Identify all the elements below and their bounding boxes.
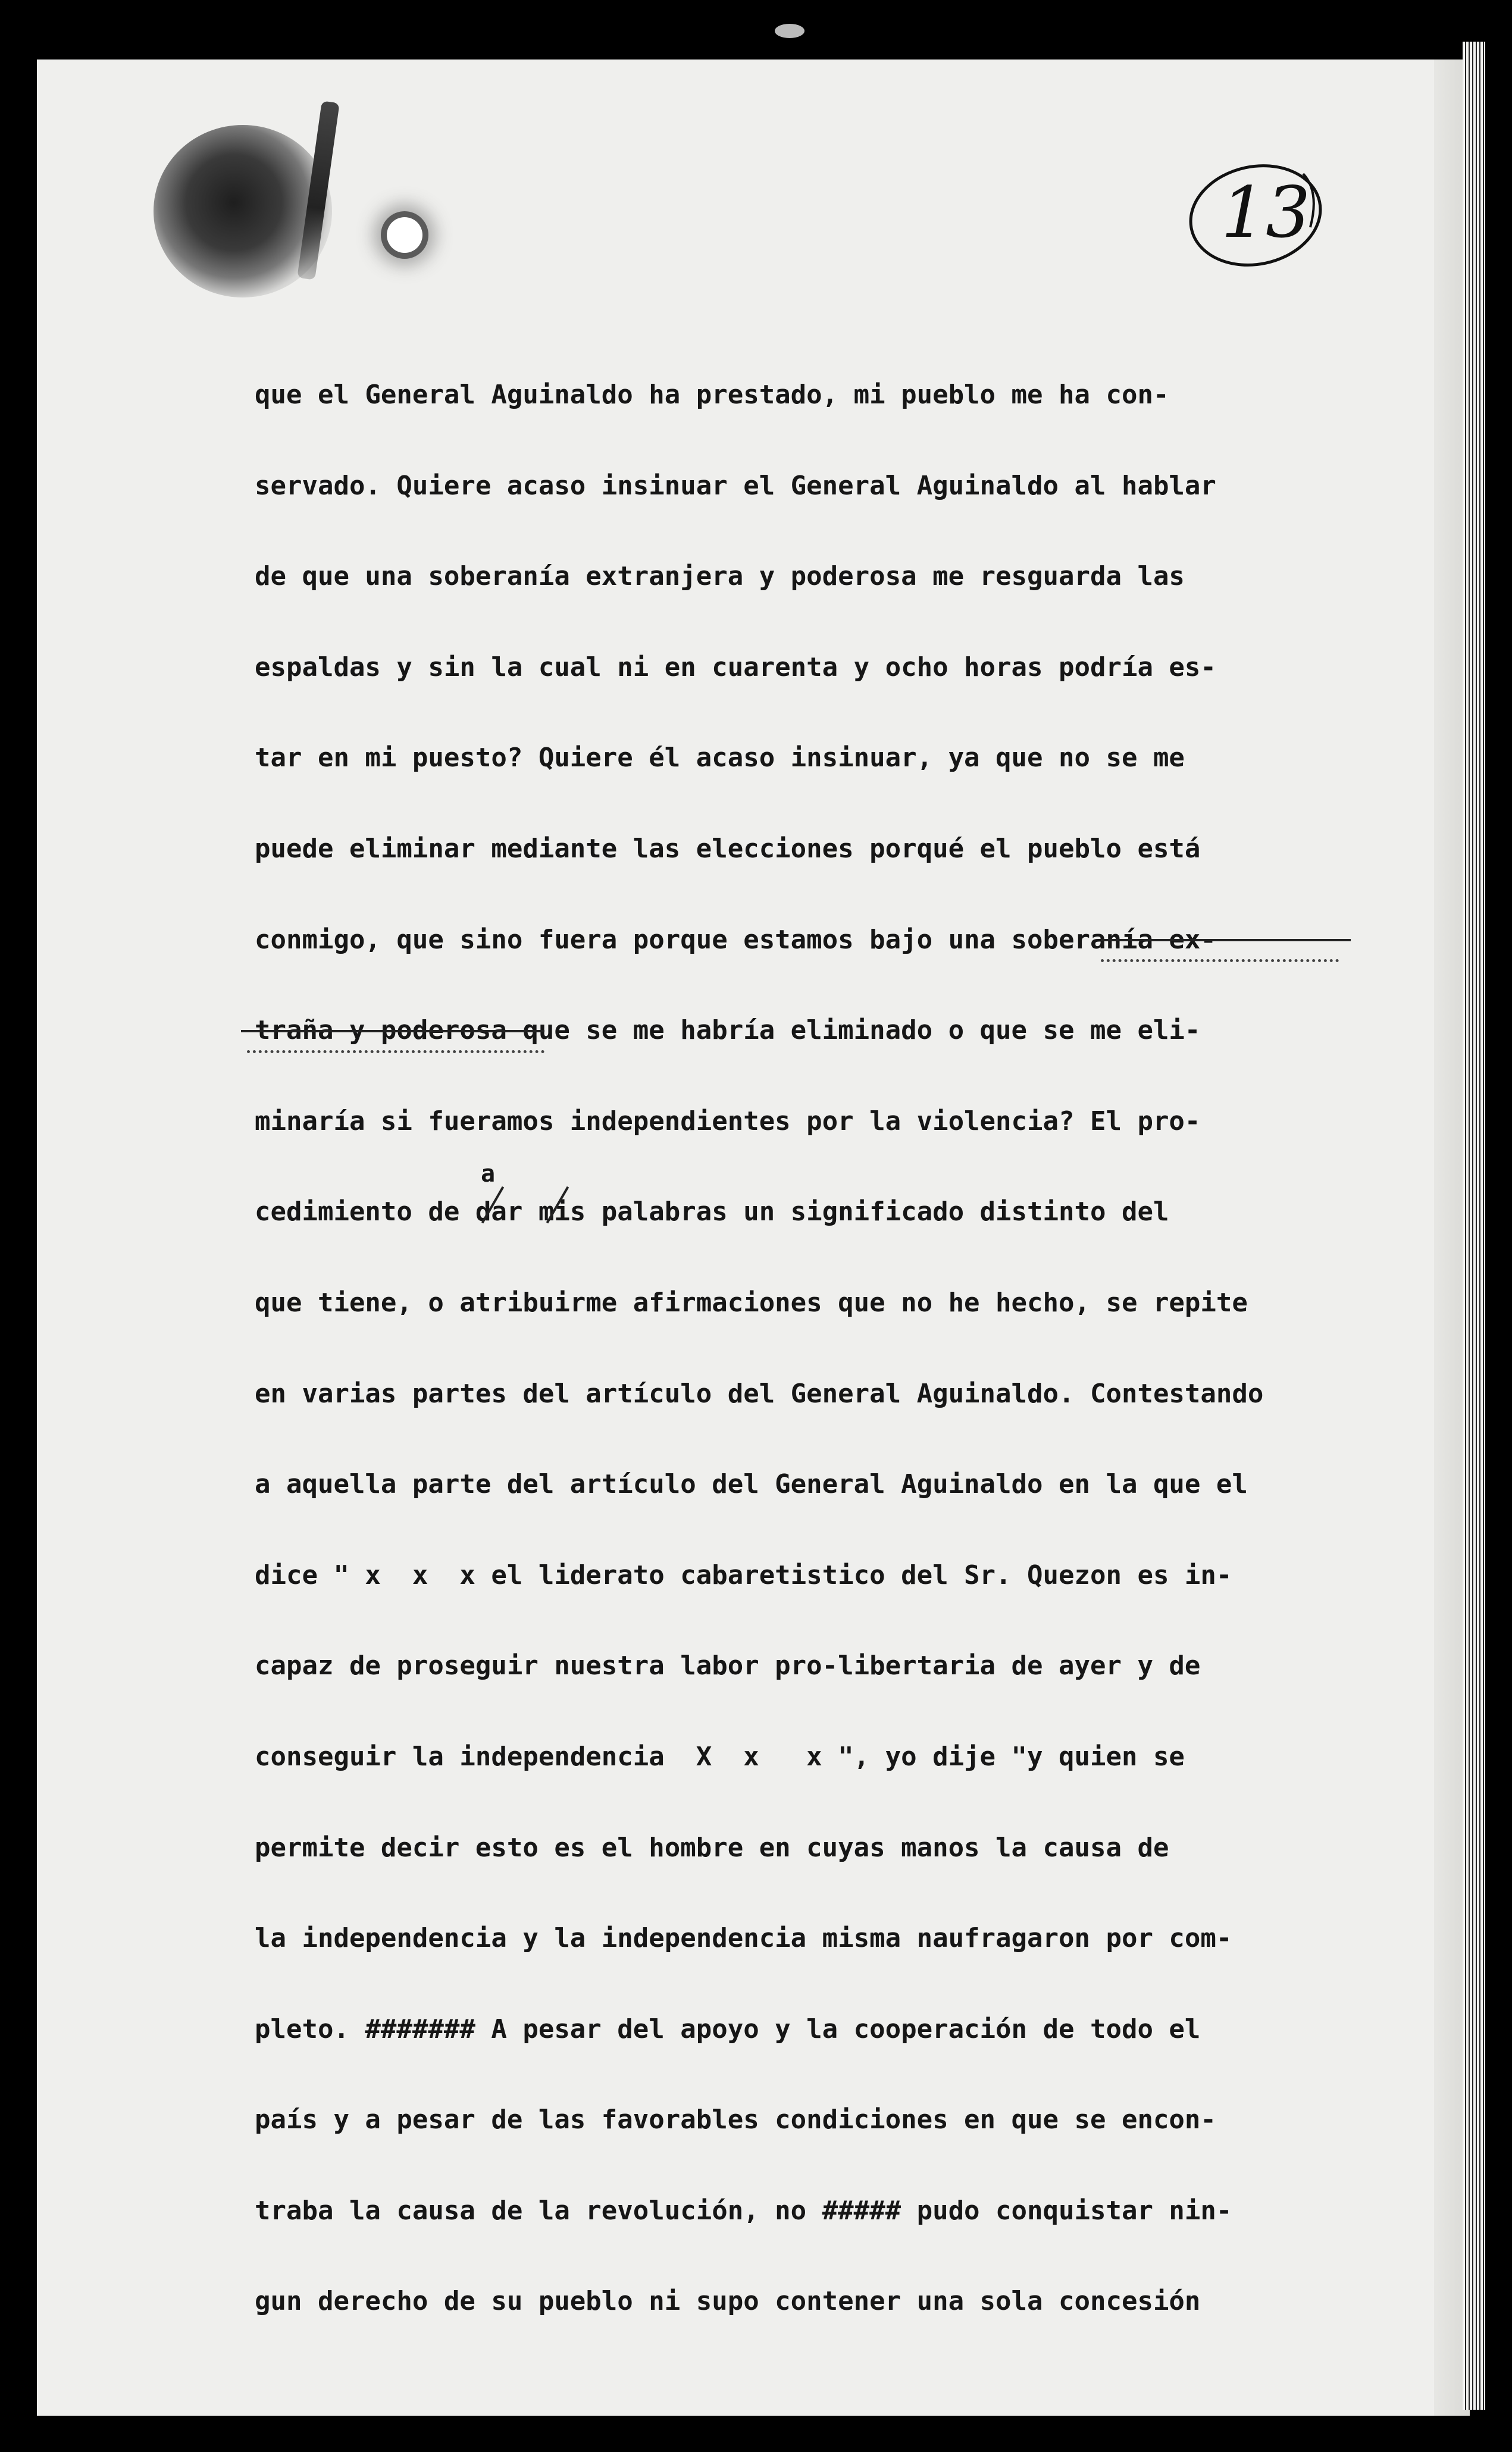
text-line-8: traña y poderosa que se me habría eliminado o que se me eli-: [255, 1015, 1201, 1046]
text-line-9: minaría si fueramos independientes por la violencia? El pro-: [255, 1106, 1201, 1136]
text-line-12: en varias partes del artículo del General Aguinaldo. Contestando: [255, 1378, 1264, 1409]
text-line-4: espaldas y sin la cual ni en cuarenta y ocho horas podría es-: [255, 652, 1216, 682]
text-line-16: conseguir la independencia X x x ", yo dije "y quien se: [255, 1741, 1185, 1772]
text-line-17: permite decir esto es el hombre en cuyas manos la causa de: [255, 1832, 1169, 1863]
interlinear-insert: a: [481, 1160, 496, 1188]
folio-number-text: 13: [1221, 171, 1311, 253]
text-line-20: país y a pesar de las favorables condiciones en que se encon-: [255, 2105, 1216, 2135]
paper-hole: [387, 217, 422, 253]
underline-soberania: [1101, 939, 1351, 941]
text-line-14: dice " x x x el liderato cabaretistico del Sr. Quezon es in-: [255, 1559, 1232, 1590]
text-line-7: conmigo, que sino fuera porque estamos bajo una soberanía ex-: [255, 924, 1216, 955]
text-line-11: que tiene, o atribuirme afirmaciones que no he hecho, se repite: [255, 1287, 1248, 1318]
folio-number: [1184, 156, 1327, 275]
scan-top-border: [37, 0, 1477, 60]
text-line-2: servado. Quiere acaso insinuar el General Aguinaldo al hablar: [255, 470, 1216, 501]
text-line-15: capaz de proseguir nuestra labor pro-libertaria de ayer y de: [255, 1651, 1201, 1681]
text-line-3: de que una soberanía extranjera y poderosa me resguarda las: [255, 561, 1185, 592]
dotted-underline-poderosa: [247, 1050, 544, 1053]
paper-clip-mark: [775, 24, 804, 38]
stacked-page-edges: [1463, 42, 1485, 2410]
text-line-5: tar en mi puesto? Quiere él acaso insinuar, ya que no se me: [255, 743, 1185, 774]
text-line-10: cedimiento de dar mis palabras un significado distinto del: [255, 1197, 1169, 1227]
text-line-13: a aquella parte del artículo del General Aguinaldo en la que el: [255, 1469, 1248, 1500]
text-line-18: la independencia y la independencia misma naufragaron por com-: [255, 1923, 1232, 1954]
text-line-19: pleto. ####### A pesar del apoyo y la cooperación de todo el: [255, 2013, 1201, 2044]
dotted-underline-soberania: [1101, 959, 1339, 962]
text-line-1: que el General Aguinaldo ha prestado, mi pueblo me ha con-: [255, 380, 1169, 410]
text-line-6: puede eliminar mediante las elecciones porqué el pueblo está: [255, 833, 1201, 864]
underline-poderosa: [241, 1030, 544, 1032]
typed-text-body: [255, 350, 1421, 2347]
text-line-22: gun derecho de su pueblo ni supo contener una sola concesión: [255, 2286, 1201, 2317]
text-line-21: traba la causa de la revolución, no ##### pudo conquistar nin-: [255, 2195, 1232, 2226]
